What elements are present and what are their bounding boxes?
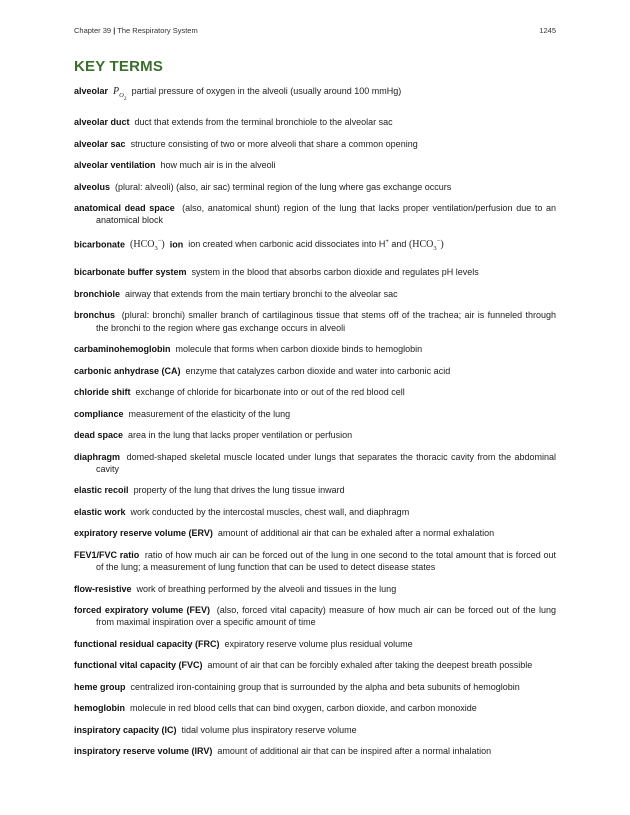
- term-entry: [74, 116, 556, 128]
- term-name: anatomical dead space: [74, 203, 175, 214]
- term-name: alveolus: [74, 181, 111, 192]
- term-entry: [74, 159, 556, 171]
- term-definition: tidal volume plus inspiratory reserve volume: [181, 724, 357, 735]
- term-entry: [74, 429, 556, 441]
- term-definition: area in the lung that lacks proper ventilation or perfusion: [128, 430, 353, 441]
- term-name: alveolar sac: [74, 138, 126, 149]
- term-definition: amount of additional air that can be exhaled after a normal exhalation: [217, 528, 495, 539]
- term-name: flow-resistive: [74, 583, 132, 594]
- term-entry: [74, 681, 556, 693]
- term-name: bicarbonate: [74, 239, 126, 250]
- term-entry: [74, 638, 556, 650]
- term-name: bronchiole: [74, 288, 121, 299]
- term-name: carbonic anhydrase (CA): [74, 365, 181, 376]
- term-entry: [74, 386, 556, 398]
- term-name: heme group: [74, 681, 126, 692]
- term-entry: [74, 549, 556, 573]
- term-definition: work conducted by the intercostal muscles, chest wall, and diaphragm: [130, 506, 410, 517]
- term-entry: [74, 288, 556, 300]
- term-definition: centralized iron-containing group that is surrounded by the alpha and beta subunits of hemoglobin: [130, 681, 520, 692]
- term-definition: ion created when carbonic acid dissociates into H+ and $(HCO_3^-)$: [188, 237, 444, 253]
- term-definition: exchange of chloride for bicarbonate into or out of the red blood cell: [135, 387, 405, 398]
- term-name: diaphragm: [74, 451, 121, 462]
- term-entry: [74, 724, 556, 736]
- term-name-suffix: ion: [169, 239, 184, 250]
- term-name: functional residual capacity (FRC): [74, 638, 220, 649]
- term-entry: [74, 484, 556, 496]
- term-definition: structure consisting of two or more alveoli that share a common opening: [130, 138, 418, 149]
- term-definition: (plural: alveoli) (also, air sac) terminal region of the lung where gas exchange occurs: [115, 181, 452, 192]
- term-entry: [74, 702, 556, 714]
- page-header: [74, 26, 556, 35]
- term-entry: [74, 604, 556, 628]
- page-number: 1245: [539, 26, 556, 35]
- term-entry: [74, 506, 556, 518]
- term-entry: [74, 365, 556, 377]
- term-name: functional vital capacity (FVC): [74, 660, 203, 671]
- term-entry: [74, 343, 556, 355]
- chapter-title: The Respiratory System: [117, 26, 198, 35]
- term-name: inspiratory reserve volume (IRV): [74, 746, 213, 757]
- term-entry: [74, 527, 556, 539]
- term-entry: [74, 236, 556, 256]
- term-definition: (also, anatomical shunt) region of the lung that lacks proper ventilation/perfusion due to an anatomical block: [96, 203, 556, 226]
- term-name: alveolar duct: [74, 117, 130, 128]
- term-name: bicarbonate buffer system: [74, 267, 187, 278]
- term-entry: [74, 202, 556, 226]
- term-name: elastic work: [74, 506, 126, 517]
- term-name: chloride shift: [74, 387, 131, 398]
- term-name: carbaminohemoglobin: [74, 344, 171, 355]
- term-name: dead space: [74, 430, 124, 441]
- term-definition: system in the blood that absorbs carbon dioxide and regulates pH levels: [191, 267, 479, 278]
- term-definition: ratio of how much air can be forced out of the lung in one second to the total amount that is forced out of the lung; a measurement of lung function that can be used to detect disease states: [96, 549, 557, 573]
- term-definition: amount of additional air that can be inspired after a normal inhalation: [217, 746, 492, 757]
- term-definition: (also, forced vital capacity) measure of how much air can be forced out of the lung from maximal inspiration over a specific amount of time: [96, 605, 556, 628]
- term-definition: enzyme that catalyzes carbon dioxide and water into carbonic acid: [185, 365, 451, 376]
- term-definition: partial pressure of oxygen in the alveoli (usually around 100 mmHg): [131, 86, 402, 96]
- term-entry: [74, 583, 556, 595]
- term-name: hemoglobin: [74, 703, 125, 714]
- term-name: inspiratory capacity (IC): [74, 724, 177, 735]
- term-math: $(HCO_3^-)$: [127, 237, 168, 253]
- term-definition: molecule that forms when carbon dioxide binds to hemoglobin: [175, 344, 423, 355]
- term-entry: [74, 309, 556, 333]
- term-entry: [74, 745, 556, 757]
- term-name: alveolar ventilation: [74, 160, 156, 171]
- term-math: $P_{O_2}$: [113, 86, 127, 102]
- term-name: compliance: [74, 408, 124, 419]
- term-entry: [74, 659, 556, 671]
- term-name: FEV1/FVC ratio: [74, 549, 140, 560]
- term-name: alveolar: [74, 86, 109, 96]
- term-entry: [74, 451, 556, 475]
- term-definition: measurement of the elasticity of the lung: [128, 408, 291, 419]
- term-definition: work of breathing performed by the alveoli and tissues in the lung: [136, 583, 397, 594]
- term-name: expiratory reserve volume (ERV): [74, 528, 213, 539]
- chapter-number: Chapter 39: [74, 26, 112, 35]
- term-definition: amount of air that can be forcibly exhaled after taking the deepest breath possible: [207, 660, 533, 671]
- term-entry: [74, 138, 556, 150]
- term-definition: duct that extends from the terminal bronchiole to the alveolar sac: [134, 117, 393, 128]
- term-definition: how much air is in the alveoli: [160, 160, 276, 171]
- term-name: bronchus: [74, 310, 116, 321]
- term-name: forced expiratory volume (FEV): [74, 605, 211, 616]
- term-entry: [74, 85, 556, 105]
- header-separator: |: [113, 26, 116, 35]
- term-definition: property of the lung that drives the lung tissue inward: [133, 485, 345, 496]
- term-entry: [74, 408, 556, 420]
- term-definition: airway that extends from the main tertiary bronchi to the alveolar sac: [125, 288, 398, 299]
- section-title: KEY TERMS: [74, 58, 164, 75]
- term-definition: expiratory reserve volume plus residual volume: [224, 638, 413, 649]
- key-terms-list: [74, 85, 556, 767]
- term-entry: [74, 181, 556, 193]
- term-definition: molecule in red blood cells that can bind oxygen, carbon dioxide, and carbon monoxide: [130, 703, 477, 714]
- term-definition: domed-shaped skeletal muscle located under lungs that separates the thoracic cavity from the abdominal cavity: [96, 451, 556, 474]
- running-head: [74, 26, 198, 35]
- term-entry: [74, 266, 556, 278]
- term-name: elastic recoil: [74, 485, 129, 496]
- term-definition: (plural: bronchi) smaller branch of cartilaginous tissue that stems off of the trachea; air is funneled through the bronchi to the region where gas exchange occurs in alveoli: [96, 310, 556, 333]
